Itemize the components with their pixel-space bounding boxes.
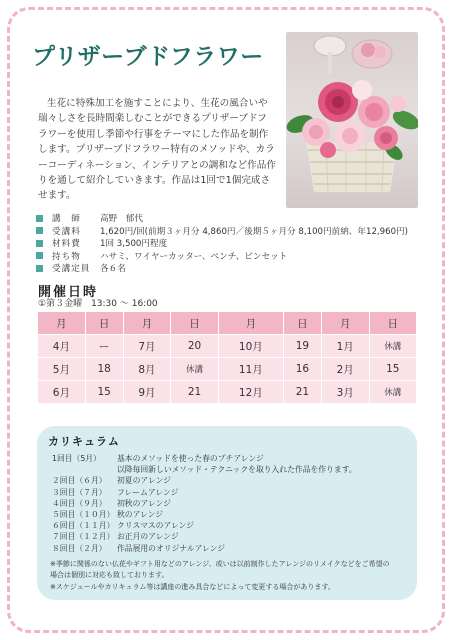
session-text: フレームアレンジ — [117, 487, 179, 497]
session-number: ６回目（１１月） — [52, 521, 115, 531]
table-cell: 8月 — [124, 358, 172, 381]
bullet-icon — [36, 227, 43, 234]
table-cell: 7月 — [124, 335, 172, 358]
schedule-title: 開催日時 — [38, 285, 99, 300]
info-row-material — [36, 237, 426, 250]
table-cell: 11月 — [219, 358, 284, 381]
info-label: 受講料 — [52, 226, 81, 237]
table-header: 日 — [86, 312, 124, 335]
note-text: ※スケジュールやカリキュラム等は講座の進み具合などによって変更する場合があります。 — [50, 583, 335, 591]
table-cell: 9月 — [124, 381, 172, 404]
table-cell: 6月 — [38, 381, 86, 404]
table-header: 月 — [219, 312, 284, 335]
session-number: ２回目（６月） — [52, 476, 107, 486]
table-cell: 4月 — [38, 335, 86, 358]
table-row — [38, 358, 417, 381]
session-number: ５回目（１０月） — [52, 509, 115, 519]
table-cell: 10月 — [219, 335, 284, 358]
table-header: 日 — [284, 312, 322, 335]
session-number: ３回目（７月） — [52, 487, 107, 497]
info-value: 各６名 — [100, 264, 126, 275]
info-value: 1回 3,500円程度 — [100, 239, 168, 250]
table-header: 月 — [124, 312, 172, 335]
flower-photo — [286, 32, 418, 208]
list-item — [52, 464, 412, 475]
info-value: 高野 郁代 — [100, 214, 143, 225]
list-item — [52, 498, 412, 509]
session-text: 初夏のアレンジ — [117, 476, 171, 486]
session-text: クリスマスのアレンジ — [117, 521, 194, 531]
intro-text: 生花に特殊加工を施すことにより、生花の風合いや瑞々しさを長時間楽しむことができるプリザーブドフラワーを使用し季節や行事をテーマにした作品を制作します。プリザーブドフラワー特有のメソッドや、カラーコーディネーション、インテリアとの調和など作品作りを通して紹介していきます。作品は1回で1個完成させます。 — [38, 98, 276, 202]
session-text: 初秋のアレンジ — [117, 498, 171, 508]
bullet-icon — [36, 265, 43, 272]
table-cell: 15 — [370, 358, 417, 381]
table-header-row — [38, 312, 417, 335]
bullet-icon — [36, 252, 43, 259]
table-header: 月 — [38, 312, 86, 335]
list-item — [52, 475, 412, 486]
table-cell: 16 — [284, 358, 322, 381]
table-cell: 1月 — [322, 335, 370, 358]
table-cell: 18 — [86, 358, 124, 381]
session-number: ８回目（２月） — [52, 543, 107, 553]
info-row-instructor — [36, 212, 426, 225]
course-info — [36, 212, 426, 275]
session-number: ４回目（９月） — [52, 498, 107, 508]
session-text: 以降毎回新しいメソッド・テクニックを取り入れた作品を作ります。 — [117, 465, 357, 475]
table-cell: 休講 — [370, 381, 417, 404]
table-header: 日 — [171, 312, 218, 335]
page-title: プリザーブドフラワー — [32, 44, 264, 70]
session-text: 秋のアレンジ — [117, 509, 164, 519]
info-row-fee — [36, 225, 426, 238]
curriculum-title: カリキュラム — [48, 435, 120, 448]
session-text: 作品展用のオリジナルアレンジ — [117, 543, 226, 553]
info-row-capacity — [36, 262, 426, 275]
curriculum-notes — [50, 559, 416, 593]
curriculum-list — [52, 453, 412, 554]
table-cell: 20 — [171, 335, 218, 358]
table-row — [38, 335, 417, 358]
info-label: 材料費 — [52, 239, 81, 250]
table-cell: 3月 — [322, 381, 370, 404]
table-cell: 休講 — [370, 335, 417, 358]
info-label: 受講定員 — [52, 264, 91, 275]
list-item — [52, 520, 412, 531]
bullet-icon — [36, 215, 43, 222]
info-value: 1,620円/回(前期３ヶ月分 4,860円／後期５ヶ月分 8,100円前納、年12,960円) — [100, 226, 409, 237]
table-cell: ー — [86, 335, 124, 358]
session-number — [52, 464, 117, 475]
session-text: お正月のアレンジ — [117, 532, 179, 542]
table-cell: 21 — [284, 381, 322, 404]
list-item — [52, 487, 412, 498]
table-cell: 5月 — [38, 358, 86, 381]
info-row-items — [36, 250, 426, 263]
list-item — [52, 453, 412, 464]
info-label: 講 師 — [52, 214, 81, 225]
bullet-icon — [36, 240, 43, 247]
table-row — [38, 381, 417, 404]
session-number: ７回目（１２月） — [52, 532, 115, 542]
table-cell: 19 — [284, 335, 322, 358]
table-cell: 2月 — [322, 358, 370, 381]
table-header: 日 — [370, 312, 417, 335]
list-item — [52, 531, 412, 542]
info-value: ハサミ、ワイヤーカッター、ペンチ、ピンセット — [100, 251, 288, 262]
table-cell: 15 — [86, 381, 124, 404]
list-item — [52, 509, 412, 520]
note-text: ※季節に関係のない仏花やギフト用などのアレンジ、或いは以前制作したアレンジのリメイクなどをご希望の場合は個別に対応も致しております。 — [50, 560, 390, 579]
table-cell: 休講 — [171, 358, 218, 381]
table-header: 月 — [322, 312, 370, 335]
schedule-table — [38, 312, 417, 404]
info-label: 持ち物 — [52, 251, 81, 262]
session-number: 1回目（5月） — [52, 454, 101, 463]
table-cell: 12月 — [219, 381, 284, 404]
schedule-subtitle: ①第３金曜 13:30 ～ 16:00 — [38, 299, 158, 309]
list-item — [52, 543, 412, 554]
table-cell: 21 — [171, 381, 218, 404]
session-text: 基本のメソッドを使った春のプチアレンジ — [117, 454, 264, 463]
